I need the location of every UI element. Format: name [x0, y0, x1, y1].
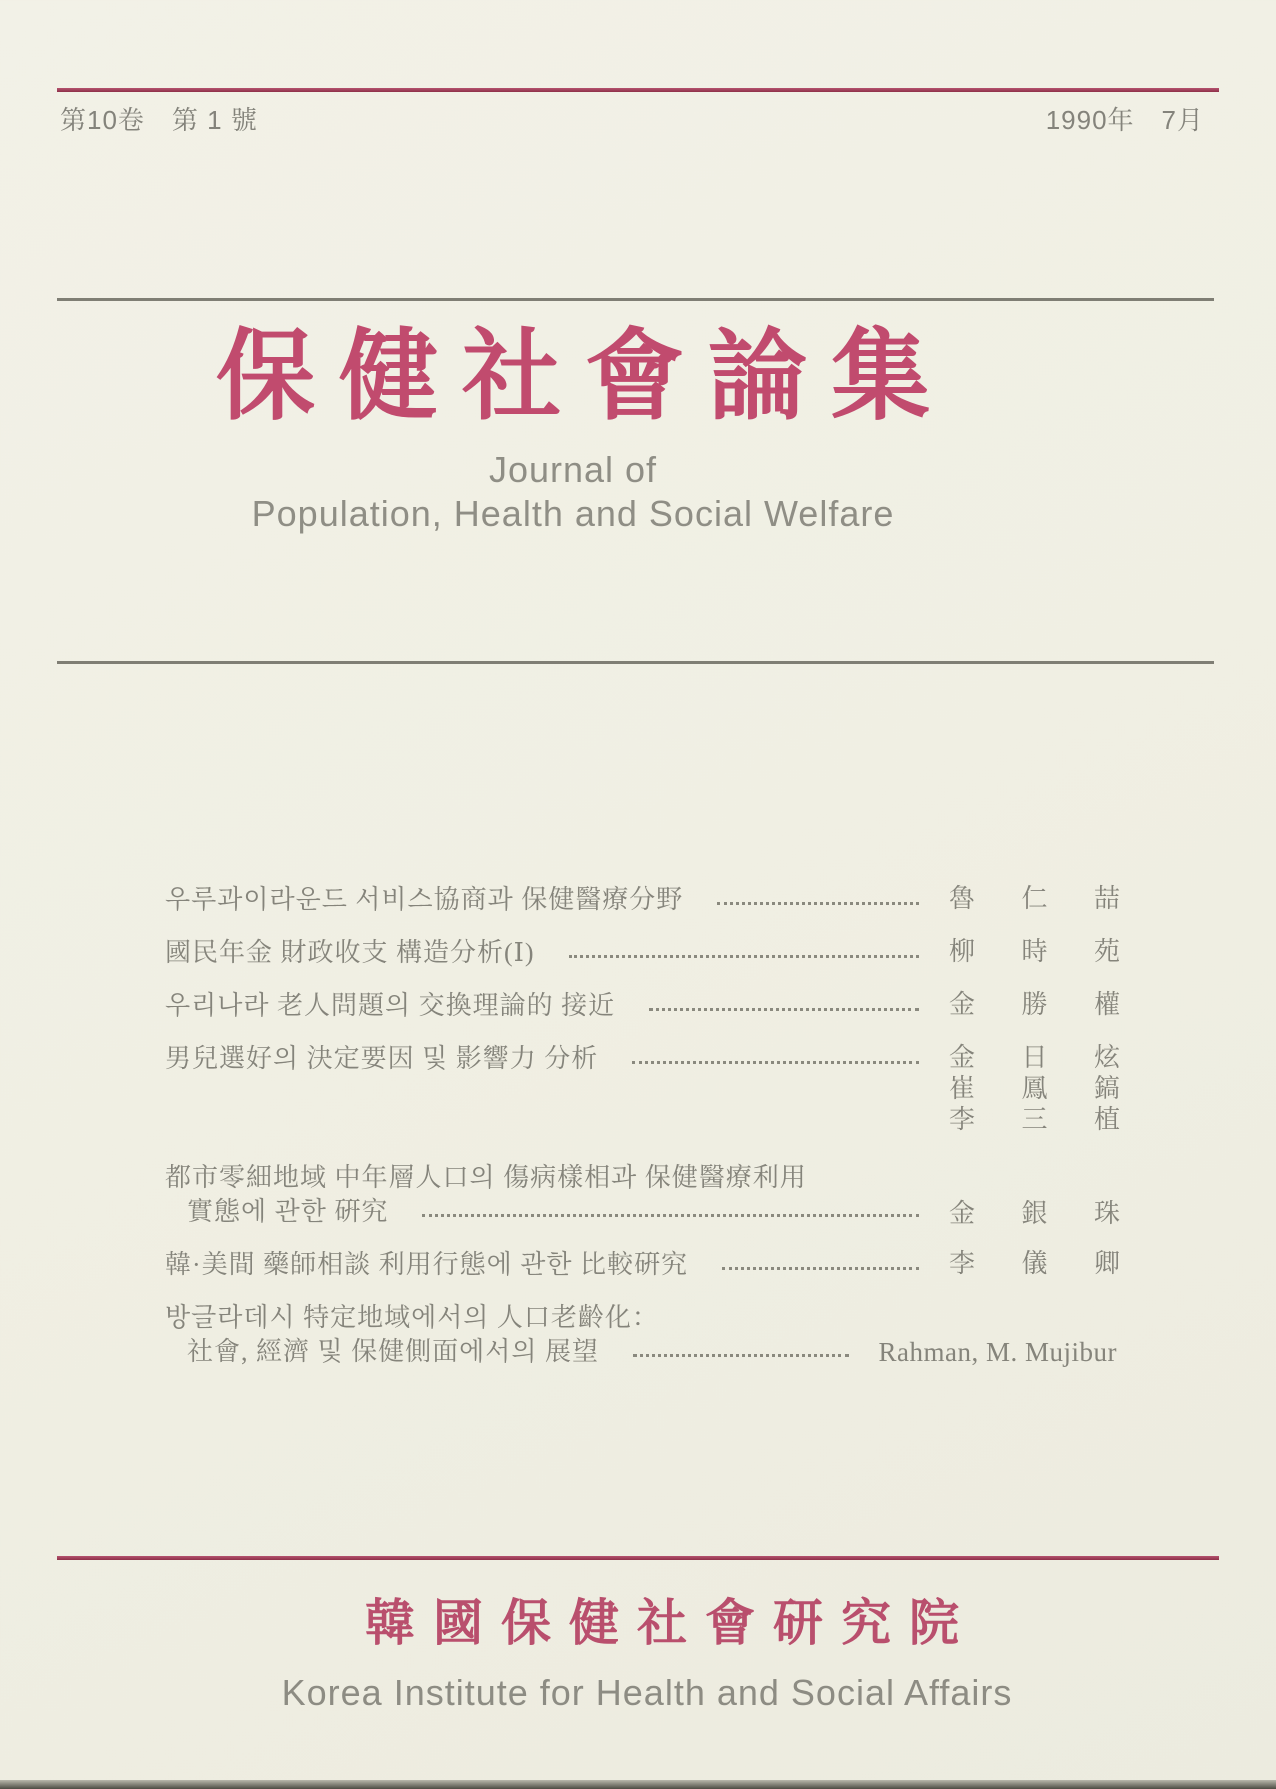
dotted-leader — [569, 955, 919, 958]
dotted-leader — [649, 1008, 919, 1011]
author-name: 李 儀 卿 — [949, 1249, 1121, 1278]
toc-entry-main — [165, 1248, 949, 1282]
toc-entry-title: 방글라데시 特定地域에서의 人口老齡化： — [165, 1303, 659, 1332]
toc-entry — [165, 1042, 1121, 1135]
toc-entry-authors — [879, 1335, 1118, 1369]
toc-entry-title: 우리나라 老人問題의 交換理論的 接近 — [165, 991, 616, 1020]
toc-entry — [165, 1301, 1117, 1369]
journal-subtitle-line1: Journal of — [488, 449, 658, 490]
dotted-leader — [632, 1061, 919, 1064]
author-name: 金 勝 權 — [949, 990, 1121, 1019]
toc-entry-main — [165, 936, 949, 970]
toc-entry-authors — [949, 1198, 1121, 1229]
toc-entry-main — [165, 1301, 879, 1369]
toc-entry-title: 國民年金 財政收支 構造分析(Ⅰ) — [165, 938, 535, 967]
author-name: 金 日 炫 — [949, 1043, 1121, 1072]
dotted-leader — [422, 1214, 919, 1217]
toc-entry-main — [165, 1042, 949, 1076]
institute-name-en: Korea Institute for Health and Social Affairs — [281, 1672, 1013, 1713]
scan-edge-shadow — [0, 1780, 1276, 1789]
dotted-leader — [722, 1267, 919, 1270]
toc-entry-title: 都市零細地域 中年層人口의 傷病樣相과 保健醫療利用 — [165, 1163, 807, 1192]
toc-entry-title-line2: 社會, 經濟 및 保健側面에서의 展望 — [187, 1337, 599, 1366]
author-name: 柳 時 苑 — [949, 937, 1121, 966]
toc-entry-title: 우루과이라운드 서비스協商과 保健醫療分野 — [165, 885, 684, 914]
journal-subtitle-line2: Population, Health and Social Welfare — [251, 493, 895, 534]
issue-date-label: 1990年 7月 — [1045, 105, 1204, 135]
toc-entry-title: 男兒選好의 決定要因 및 影響力 分析 — [165, 1044, 599, 1073]
toc-entry — [165, 883, 1121, 917]
toc-entry-main — [165, 989, 949, 1023]
toc-entry — [165, 989, 1121, 1023]
institute-name-cjk: 韓國保健社會研究院 — [365, 1595, 977, 1651]
toc-entry-authors — [949, 989, 1121, 1020]
volume-issue-label: 第10卷 第 1 號 — [60, 105, 258, 135]
toc-entry-main — [165, 1161, 949, 1229]
dotted-leader — [717, 902, 919, 905]
author-name: 李 三 植 — [949, 1105, 1121, 1134]
journal-title-cjk: 保健社會論集 — [216, 323, 954, 432]
top-rule — [57, 88, 1219, 92]
dotted-leader — [633, 1354, 849, 1357]
toc-entry — [165, 1248, 1121, 1282]
toc-entry-authors — [949, 1248, 1121, 1279]
author-name: Rahman, M. Mujibur — [878, 1337, 1117, 1367]
masthead — [0, 322, 1146, 536]
toc-entry — [165, 1161, 1121, 1229]
toc-entry-title-line2: 實態에 관한 硏究 — [187, 1197, 389, 1226]
toc-entry-authors — [949, 883, 1121, 914]
table-of-contents — [165, 868, 1121, 1369]
lower-divider — [57, 661, 1214, 664]
toc-entry — [165, 936, 1121, 970]
author-name: 崔 鳳 鎬 — [949, 1074, 1121, 1103]
header-row — [60, 100, 1204, 137]
author-name: 魯 仁 喆 — [949, 884, 1121, 913]
toc-entry-authors — [949, 936, 1121, 967]
upper-divider — [57, 298, 1214, 301]
toc-entry-authors — [949, 1042, 1121, 1135]
toc-entry-main — [165, 883, 949, 917]
toc-entry-title: 韓·美間 藥師相談 利用行態에 관한 比較硏究 — [165, 1250, 689, 1279]
footer-rule — [57, 1556, 1219, 1560]
author-name: 金 銀 珠 — [949, 1199, 1121, 1228]
